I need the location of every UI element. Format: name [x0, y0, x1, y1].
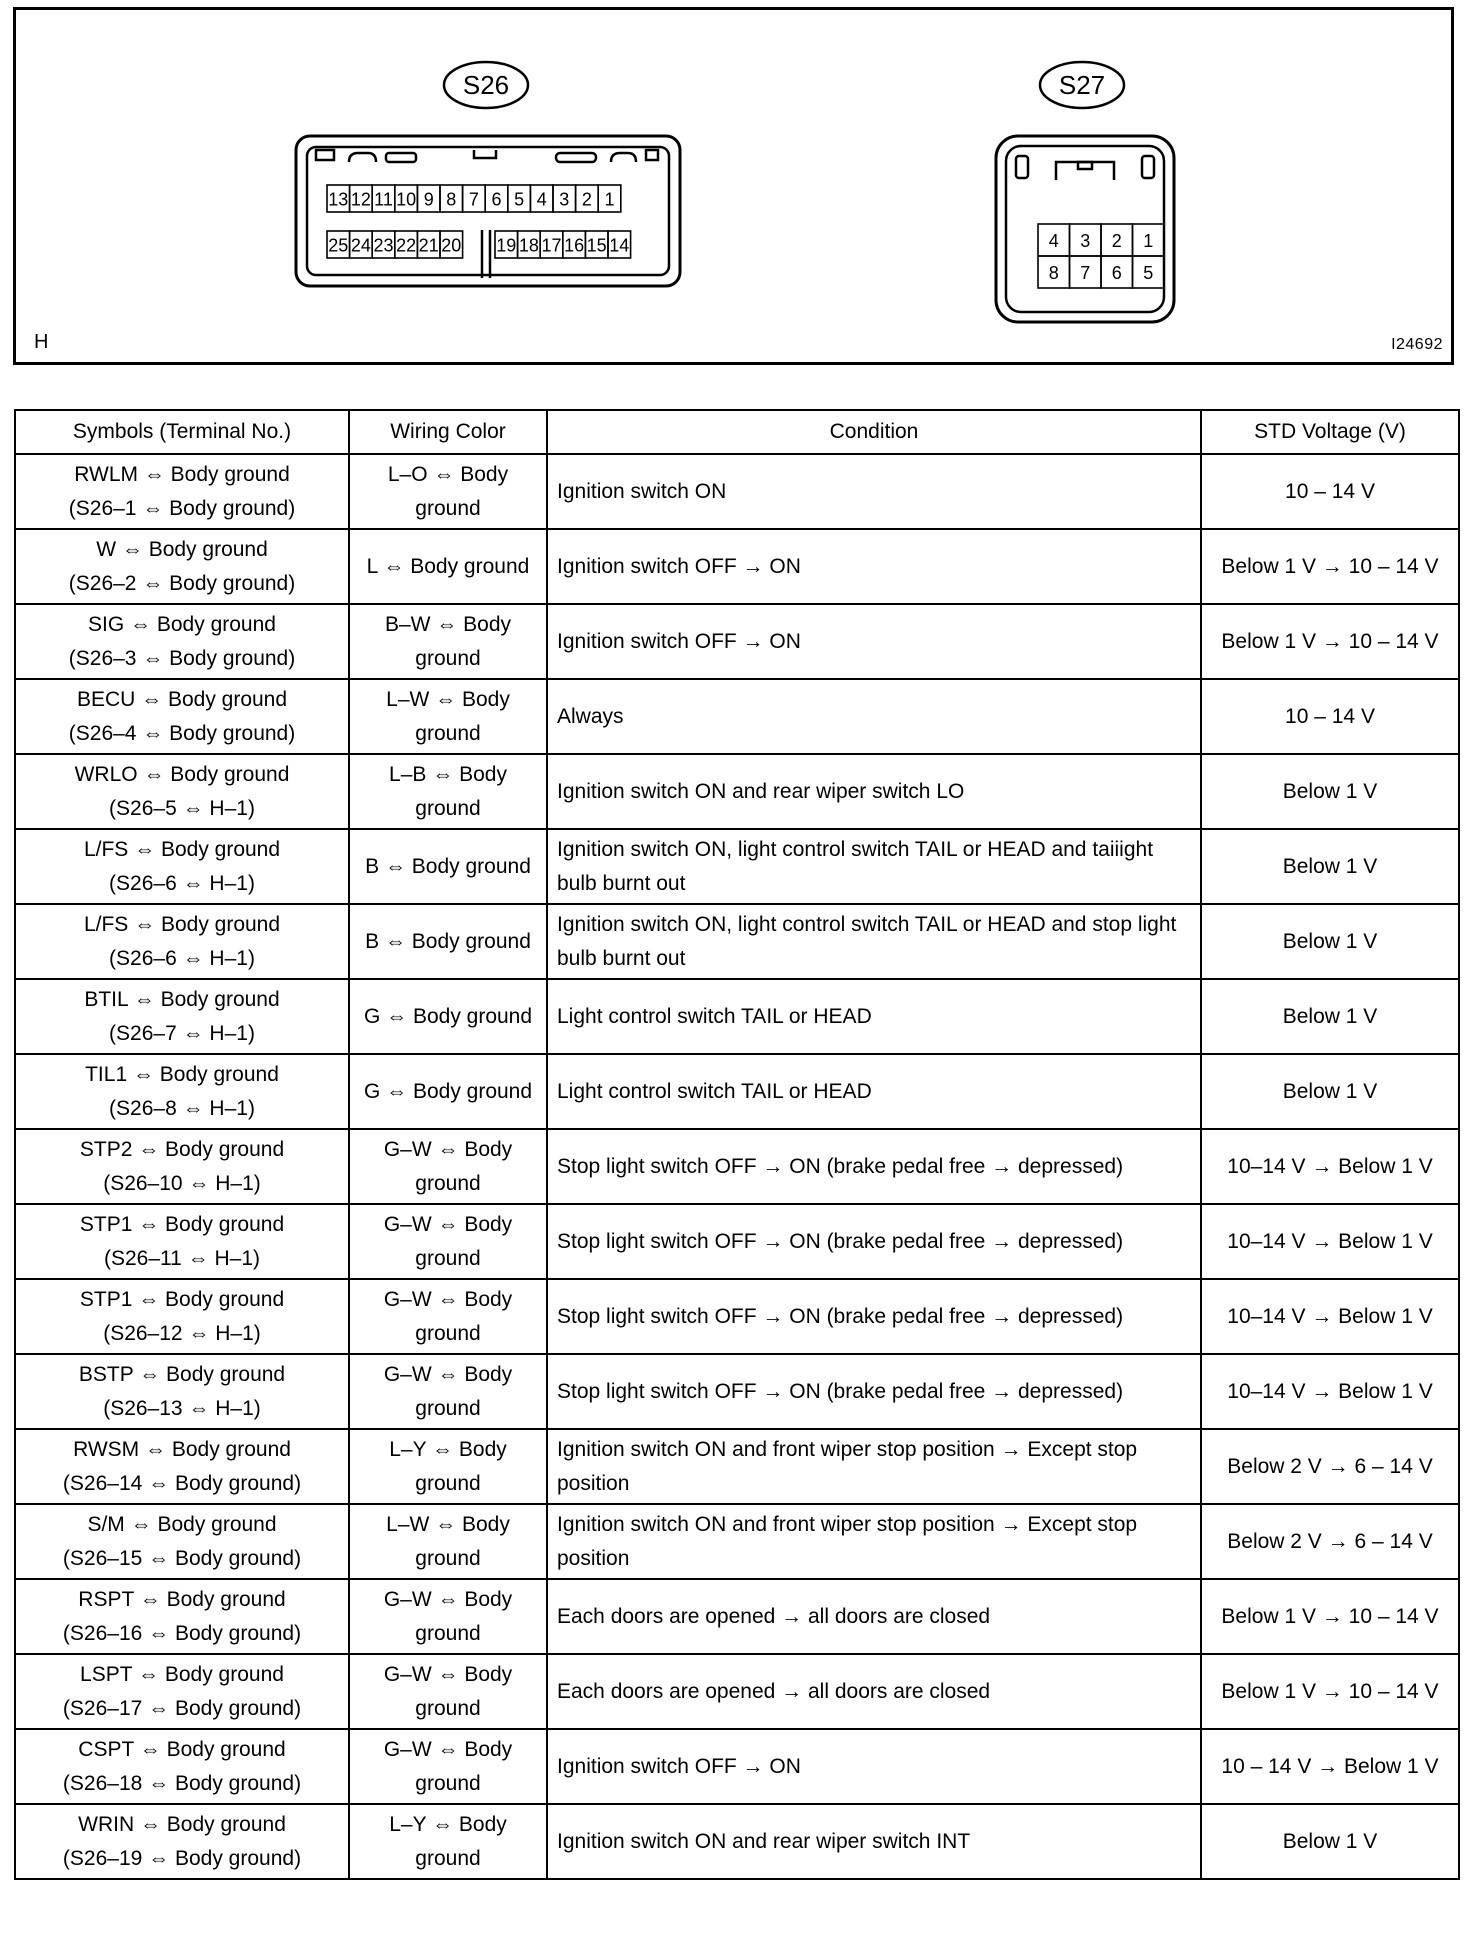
symbol-line: RSPT ⇔ Body ground	[78, 1587, 286, 1611]
symbol-line: BTIL ⇔ Body ground	[84, 987, 280, 1011]
condition-cell	[547, 454, 1201, 529]
pin-number: 23	[373, 235, 394, 256]
wiring-color-cell	[349, 1504, 547, 1579]
symbol-line: STP1 ⇔ Body ground	[79, 1212, 285, 1236]
wiring-color-line: G–W ⇔ Body	[383, 1737, 513, 1761]
wiring-color-line: ground	[415, 1171, 481, 1195]
condition-cell	[547, 904, 1201, 979]
table-row	[15, 1054, 1459, 1129]
std-voltage-cell: Below 1 V → 10 – 14 V	[1201, 604, 1459, 679]
terminal-voltage-table	[14, 409, 1460, 1880]
wiring-color-line: ground	[415, 1771, 481, 1795]
pin-number: 1	[1143, 231, 1154, 251]
condition-text: Ignition switch ON, light control switch TAIL or HEAD and taiiight bulb burnt out	[557, 837, 1154, 895]
wiring-color-cell	[349, 454, 547, 529]
pin-number: 7	[1080, 263, 1091, 283]
std-voltage-cell: Below 1 V	[1201, 829, 1459, 904]
std-voltage-cell: Below 2 V → 6 – 14 V	[1201, 1504, 1459, 1579]
wiring-color-line: L ⇔ Body ground	[366, 554, 530, 578]
wiring-color-cell	[349, 1729, 547, 1804]
s26-housing-inner	[307, 147, 669, 275]
wiring-color-cell	[349, 1429, 547, 1504]
symbol-line: (S26–1 ⇔ Body ground)	[68, 496, 296, 520]
table-row	[15, 1729, 1459, 1804]
s26-pin-grid	[327, 185, 631, 258]
table-row	[15, 904, 1459, 979]
symbol-cell	[15, 1054, 349, 1129]
symbol-line: (S26–10 ⇔ H–1)	[103, 1171, 261, 1195]
pin-number: 10	[396, 189, 417, 210]
pin-number: 6	[491, 189, 502, 210]
wiring-color-line: ground	[415, 796, 481, 820]
wiring-color-line: L–B ⇔ Body	[389, 762, 507, 786]
symbol-line: L/FS ⇔ Body ground	[83, 837, 281, 861]
wiring-color-line: L–Y ⇔ Body	[389, 1437, 507, 1461]
pin-number: 6	[1111, 263, 1122, 283]
pin-number: 7	[468, 189, 479, 210]
wiring-color-line: B ⇔ Body ground	[365, 854, 531, 878]
wiring-color-line: G ⇔ Body ground	[363, 1004, 533, 1028]
condition-text: Ignition switch ON, light control switch TAIL or HEAD and stop light bulb burnt out	[557, 912, 1177, 970]
symbol-line: (S26–15 ⇔ Body ground)	[62, 1546, 302, 1570]
wiring-color-line: G–W ⇔ Body	[383, 1212, 513, 1236]
wiring-color-line: ground	[415, 1246, 481, 1270]
wiring-color-line: L–W ⇔ Body	[386, 1512, 510, 1536]
header-symbols: Symbols (Terminal No.)	[15, 410, 349, 454]
symbol-line: (S26–16 ⇔ Body ground)	[62, 1621, 302, 1645]
symbol-line: WRIN ⇔ Body ground	[78, 1812, 286, 1836]
symbol-cell	[15, 529, 349, 604]
wiring-color-line: ground	[415, 1471, 481, 1495]
wiring-color-line: G–W ⇔ Body	[383, 1587, 513, 1611]
pin-number: 16	[564, 235, 585, 256]
condition-cell	[547, 1729, 1201, 1804]
table-row	[15, 829, 1459, 904]
symbol-line: (S26–4 ⇔ Body ground)	[68, 721, 296, 745]
wiring-color-cell	[349, 604, 547, 679]
condition-text: Always	[557, 704, 624, 728]
pin-number: 2	[1111, 231, 1122, 251]
pin-number: 8	[446, 189, 457, 210]
wiring-color-line: B ⇔ Body ground	[365, 929, 531, 953]
table-row	[15, 679, 1459, 754]
symbol-line: (S26–12 ⇔ H–1)	[103, 1321, 261, 1345]
wiring-color-line: ground	[415, 1846, 481, 1870]
symbol-line: L/FS ⇔ Body ground	[83, 912, 281, 936]
wiring-color-cell	[349, 979, 547, 1054]
table-row	[15, 529, 1459, 604]
symbol-cell	[15, 604, 349, 679]
wiring-color-line: G–W ⇔ Body	[383, 1362, 513, 1386]
table-row	[15, 1129, 1459, 1204]
table-row	[15, 604, 1459, 679]
header-std-voltage: STD Voltage (V)	[1201, 410, 1459, 454]
std-voltage-cell: Below 1 V → 10 – 14 V	[1201, 1579, 1459, 1654]
symbol-cell	[15, 829, 349, 904]
condition-text: Ignition switch OFF → ON	[557, 1754, 801, 1778]
symbol-cell	[15, 1654, 349, 1729]
wiring-color-line: L–W ⇔ Body	[386, 687, 510, 711]
s27-housing-outer	[996, 136, 1174, 322]
symbol-line: (S26–6 ⇔ H–1)	[109, 871, 255, 895]
table-row	[15, 1654, 1459, 1729]
s27-latch-notches	[1016, 156, 1154, 180]
table-row	[15, 454, 1459, 529]
std-voltage-cell: Below 1 V	[1201, 979, 1459, 1054]
symbol-cell	[15, 754, 349, 829]
symbol-line: BECU ⇔ Body ground	[76, 687, 288, 711]
symbol-line: (S26–11 ⇔ H–1)	[103, 1246, 261, 1270]
symbol-line: WRLO ⇔ Body ground	[74, 762, 290, 786]
wiring-color-line: G ⇔ Body ground	[363, 1079, 533, 1103]
symbol-cell	[15, 454, 349, 529]
terminal-table-container	[14, 409, 1458, 1880]
std-voltage-cell: 10 – 14 V	[1201, 679, 1459, 754]
pin-number: 13	[328, 189, 349, 210]
table-row	[15, 1429, 1459, 1504]
pin-number: 22	[396, 235, 417, 256]
symbol-line: STP2 ⇔ Body ground	[79, 1137, 285, 1161]
condition-cell	[547, 979, 1201, 1054]
pin-number: 4	[536, 189, 547, 210]
condition-cell	[547, 1429, 1201, 1504]
wiring-color-cell	[349, 1579, 547, 1654]
condition-text: Stop light switch OFF → ON (brake pedal free → depressed)	[557, 1154, 1124, 1178]
wiring-color-cell	[349, 1204, 547, 1279]
pin-number: 17	[541, 235, 562, 256]
symbol-cell	[15, 1804, 349, 1879]
symbol-cell	[15, 979, 349, 1054]
condition-cell	[547, 1654, 1201, 1729]
wiring-color-line: ground	[415, 1621, 481, 1645]
symbol-line: TIL1 ⇔ Body ground	[85, 1062, 279, 1086]
pin-number: 2	[581, 189, 592, 210]
pin-number: 14	[609, 235, 630, 256]
symbol-cell	[15, 1279, 349, 1354]
symbol-cell	[15, 1429, 349, 1504]
pin-number: 11	[374, 189, 393, 210]
pin-number: 20	[441, 235, 462, 256]
std-voltage-cell: Below 1 V → 10 – 14 V	[1201, 1654, 1459, 1729]
wiring-color-cell	[349, 1279, 547, 1354]
symbol-line: BSTP ⇔ Body ground	[78, 1362, 286, 1386]
condition-text: Each doors are opened → all doors are closed	[557, 1679, 991, 1703]
table-row	[15, 1804, 1459, 1879]
symbol-cell	[15, 1729, 349, 1804]
wiring-color-cell	[349, 1804, 547, 1879]
condition-cell	[547, 679, 1201, 754]
connector-figure	[13, 7, 1454, 365]
condition-cell	[547, 1129, 1201, 1204]
table-row	[15, 1354, 1459, 1429]
std-voltage-cell: Below 2 V → 6 – 14 V	[1201, 1429, 1459, 1504]
std-voltage-cell: 10–14 V → Below 1 V	[1201, 1279, 1459, 1354]
wiring-color-line: ground	[415, 1696, 481, 1720]
wiring-color-line: ground	[415, 1321, 481, 1345]
wiring-color-line: G–W ⇔ Body	[383, 1287, 513, 1311]
table-row	[15, 1579, 1459, 1654]
symbol-line: (S26–6 ⇔ H–1)	[109, 946, 255, 970]
symbol-cell	[15, 904, 349, 979]
wiring-color-line: ground	[415, 1546, 481, 1570]
symbol-cell	[15, 1354, 349, 1429]
condition-cell	[547, 529, 1201, 604]
symbol-line: (S26–7 ⇔ H–1)	[109, 1021, 255, 1045]
symbol-line: (S26–13 ⇔ H–1)	[103, 1396, 261, 1420]
header-condition: Condition	[547, 410, 1201, 454]
wiring-color-cell	[349, 904, 547, 979]
condition-cell	[547, 754, 1201, 829]
pin-number: 9	[423, 189, 434, 210]
condition-text: Ignition switch ON and rear wiper switch INT	[557, 1829, 971, 1853]
table-row	[15, 979, 1459, 1054]
condition-text: Stop light switch OFF → ON (brake pedal free → depressed)	[557, 1304, 1124, 1328]
header-wiring-color: Wiring Color	[349, 410, 547, 454]
wiring-color-line: L–Y ⇔ Body	[389, 1812, 507, 1836]
symbol-cell	[15, 1204, 349, 1279]
s27-pin-grid	[1038, 224, 1164, 288]
pin-number: 3	[1080, 231, 1091, 251]
wiring-color-cell	[349, 1129, 547, 1204]
table-row	[15, 1504, 1459, 1579]
symbol-line: SIG ⇔ Body ground	[88, 612, 276, 636]
std-voltage-cell: Below 1 V	[1201, 904, 1459, 979]
pin-number: 19	[496, 235, 517, 256]
std-voltage-cell: Below 1 V	[1201, 1054, 1459, 1129]
symbol-line: CSPT ⇔ Body ground	[78, 1737, 286, 1761]
pin-number: 8	[1048, 263, 1059, 283]
wiring-color-line: ground	[415, 646, 481, 670]
wiring-color-cell	[349, 1654, 547, 1729]
std-voltage-cell: 10–14 V → Below 1 V	[1201, 1129, 1459, 1204]
wiring-color-line: L–O ⇔ Body	[387, 462, 509, 486]
std-voltage-cell: 10–14 V → Below 1 V	[1201, 1204, 1459, 1279]
symbol-line: W ⇔ Body ground	[96, 537, 268, 561]
pin-number: 3	[559, 189, 570, 210]
condition-text: Ignition switch OFF → ON	[557, 554, 801, 578]
condition-cell	[547, 1804, 1201, 1879]
symbol-line: (S26–19 ⇔ Body ground)	[62, 1846, 302, 1870]
symbol-line: (S26–17 ⇔ Body ground)	[62, 1696, 302, 1720]
symbol-line: RWSM ⇔ Body ground	[73, 1437, 291, 1461]
symbol-line: (S26–14 ⇔ Body ground)	[62, 1471, 302, 1495]
condition-cell	[547, 1579, 1201, 1654]
pin-number: 1	[604, 189, 615, 210]
wiring-color-line: B–W ⇔ Body	[384, 612, 512, 636]
symbol-line: LSPT ⇔ Body ground	[80, 1662, 284, 1686]
condition-cell	[547, 1504, 1201, 1579]
symbol-cell	[15, 1579, 349, 1654]
table-row	[15, 1279, 1459, 1354]
connector-diagram	[16, 10, 1451, 362]
s27-housing-inner	[1006, 146, 1164, 312]
std-voltage-cell: 10–14 V → Below 1 V	[1201, 1354, 1459, 1429]
wiring-color-line: G–W ⇔ Body	[383, 1137, 513, 1161]
symbol-line: (S26–8 ⇔ H–1)	[109, 1096, 255, 1120]
s26-latch-notches	[316, 150, 658, 162]
condition-cell	[547, 1204, 1201, 1279]
condition-text: Ignition switch ON and rear wiper switch LO	[557, 779, 965, 803]
wiring-color-cell	[349, 754, 547, 829]
wiring-color-cell	[349, 829, 547, 904]
wiring-color-cell	[349, 529, 547, 604]
symbol-cell	[15, 1129, 349, 1204]
pin-number: 25	[328, 235, 349, 256]
pin-number: 4	[1048, 231, 1059, 251]
condition-text: Ignition switch ON and front wiper stop position → Except stop position	[557, 1512, 1138, 1570]
condition-cell	[547, 1354, 1201, 1429]
symbol-line: STP1 ⇔ Body ground	[79, 1287, 285, 1311]
std-voltage-cell: Below 1 V → 10 – 14 V	[1201, 529, 1459, 604]
wiring-color-cell	[349, 679, 547, 754]
condition-text: Light control switch TAIL or HEAD	[557, 1079, 872, 1103]
wiring-color-line: ground	[415, 496, 481, 520]
symbol-line: (S26–3 ⇔ Body ground)	[68, 646, 296, 670]
condition-text: Stop light switch OFF → ON (brake pedal free → depressed)	[557, 1379, 1124, 1403]
table-body	[15, 454, 1459, 1879]
std-voltage-cell: 10 – 14 V	[1201, 454, 1459, 529]
wiring-color-line: G–W ⇔ Body	[383, 1662, 513, 1686]
condition-cell	[547, 1279, 1201, 1354]
figure-id: I24692	[1391, 336, 1443, 353]
pin-number: 5	[514, 189, 525, 210]
symbol-line: (S26–2 ⇔ Body ground)	[68, 571, 296, 595]
wiring-color-cell	[349, 1354, 547, 1429]
condition-text: Ignition switch ON and front wiper stop position → Except stop position	[557, 1437, 1138, 1495]
wiring-color-line: ground	[415, 721, 481, 745]
std-voltage-cell: Below 1 V	[1201, 754, 1459, 829]
std-voltage-cell: 10 – 14 V → Below 1 V	[1201, 1729, 1459, 1804]
condition-text: Stop light switch OFF → ON (brake pedal free → depressed)	[557, 1229, 1124, 1253]
condition-text: Ignition switch ON	[557, 479, 727, 503]
condition-text: Each doors are opened → all doors are closed	[557, 1604, 991, 1628]
pin-number: 15	[586, 235, 607, 256]
symbol-line: RWLM ⇔ Body ground	[74, 462, 290, 486]
std-voltage-cell: Below 1 V	[1201, 1804, 1459, 1879]
condition-cell	[547, 1054, 1201, 1129]
symbol-line: (S26–18 ⇔ Body ground)	[62, 1771, 302, 1795]
pin-number: 18	[518, 235, 539, 256]
s27-label: S27	[1058, 70, 1106, 100]
symbol-cell	[15, 1504, 349, 1579]
pin-number: 12	[350, 189, 371, 210]
condition-text: Light control switch TAIL or HEAD	[557, 1004, 872, 1028]
pin-number: 24	[350, 235, 371, 256]
symbol-cell	[15, 679, 349, 754]
table-row	[15, 1204, 1459, 1279]
wiring-color-cell	[349, 1054, 547, 1129]
s26-label: S26	[462, 70, 510, 100]
condition-cell	[547, 829, 1201, 904]
table-row	[15, 754, 1459, 829]
wiring-color-line: ground	[415, 1396, 481, 1420]
pin-number: 21	[418, 235, 439, 256]
table-header-row	[15, 410, 1459, 454]
condition-text: Ignition switch OFF → ON	[557, 629, 801, 653]
pin-number: 5	[1143, 263, 1154, 283]
condition-cell	[547, 604, 1201, 679]
symbol-line: (S26–5 ⇔ H–1)	[109, 796, 255, 820]
figure-corner-letter: H	[34, 331, 49, 353]
symbol-line: S/M ⇔ Body ground	[87, 1512, 277, 1536]
